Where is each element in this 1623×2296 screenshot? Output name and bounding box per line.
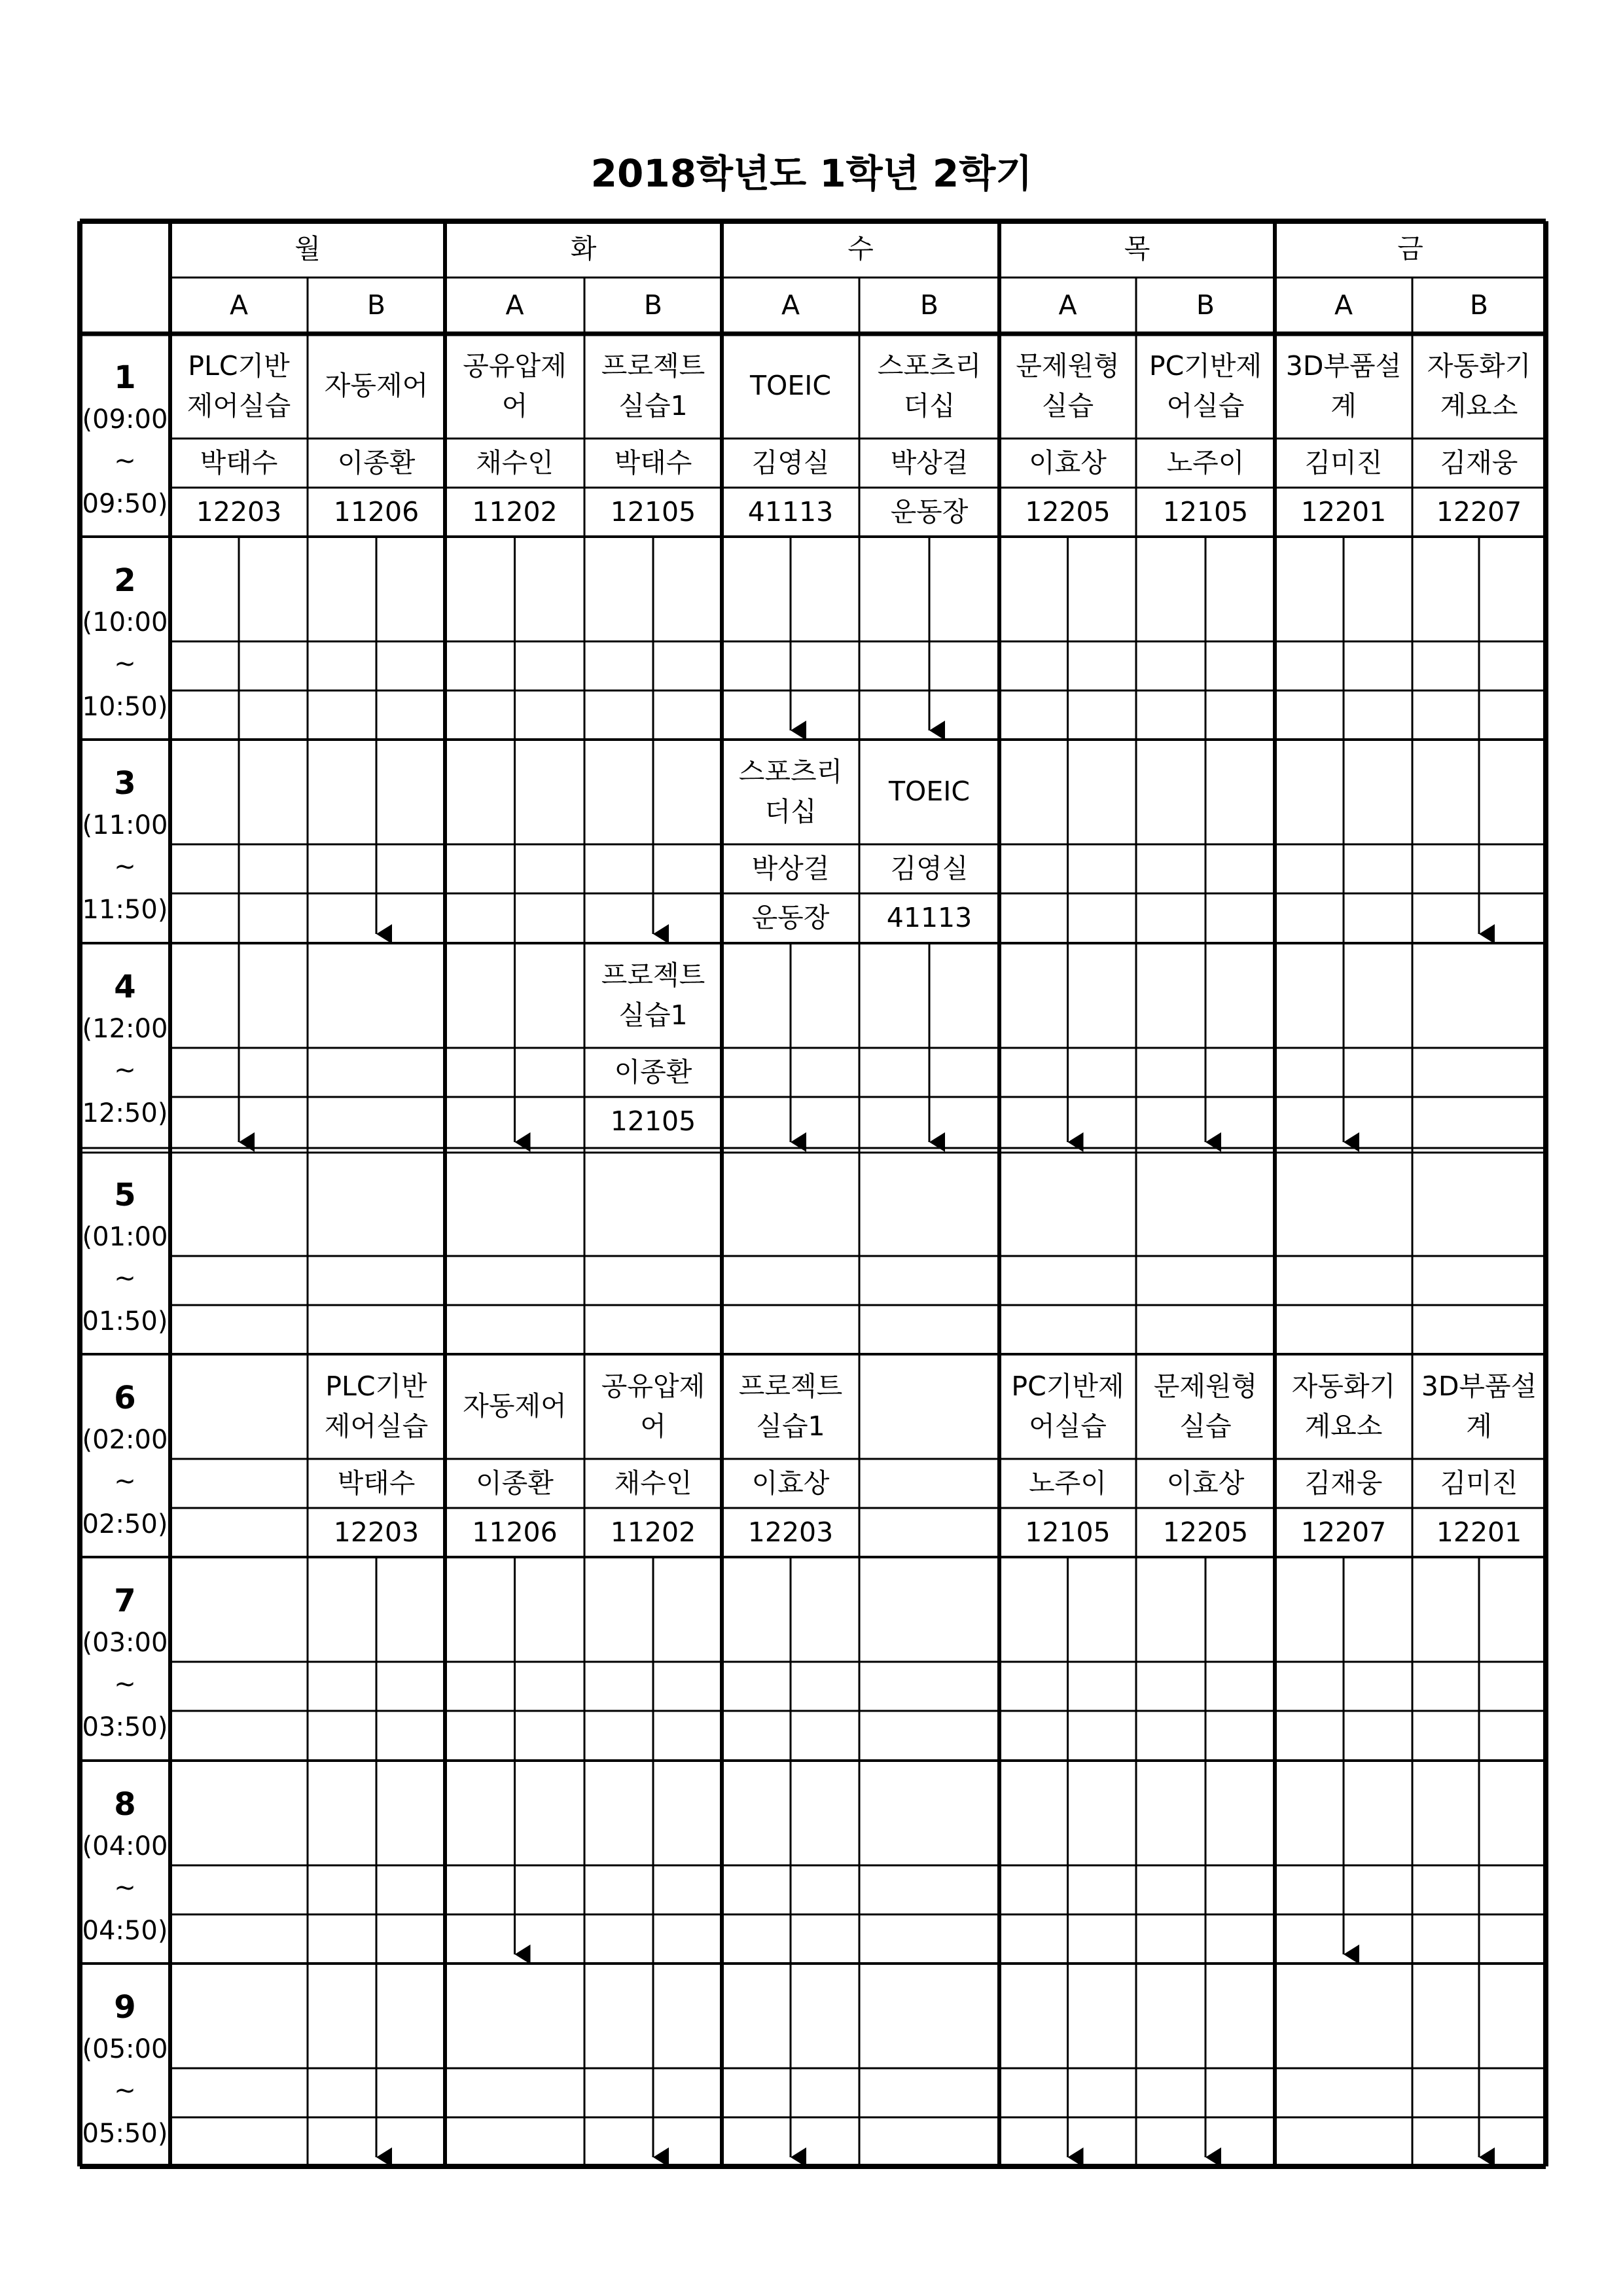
class-subject: PC기반제 어실습 [1149, 350, 1262, 422]
class-teacher: 노주이 [1029, 1467, 1107, 1499]
class-subject: 문제원형 실습 [1153, 1370, 1258, 1442]
class-teacher: 박상걸 [751, 852, 830, 884]
class-teacher: 이종환 [614, 1056, 692, 1088]
class-teacher: 김미진 [1304, 446, 1383, 478]
group-header: A [1058, 289, 1077, 321]
period-tilde: ~ [114, 649, 136, 679]
class-teacher: 김재웅 [1304, 1467, 1383, 1499]
class-teacher: 김재웅 [1440, 446, 1518, 478]
class-teacher: 이종환 [476, 1467, 554, 1499]
class-room: 운동장 [751, 901, 830, 933]
class-subject: 3D부품설 계 [1421, 1370, 1537, 1442]
day-header: 수 [847, 233, 874, 265]
group-header: A [781, 289, 800, 321]
period-start: (03:00 [82, 1628, 168, 1658]
period-number: 6 [114, 1380, 136, 1416]
period-tilde: ~ [114, 1055, 136, 1085]
class-subject: 프로젝트 실습1 [601, 350, 705, 422]
class-subject: 프로젝트 실습1 [601, 959, 705, 1031]
period-start: (01:00 [82, 1222, 168, 1252]
group-header: A [1334, 289, 1353, 321]
group-header: B [919, 289, 939, 321]
period-number: 4 [114, 969, 136, 1005]
class-teacher: 박상걸 [890, 446, 969, 478]
period-end: 12:50) [82, 1098, 168, 1128]
class-subject: 자동화기 계요소 [1427, 350, 1531, 422]
class-room: 12105 [610, 495, 696, 528]
period-end: 10:50) [82, 692, 168, 722]
period-end: 03:50) [82, 1712, 168, 1742]
class-teacher: 박태수 [200, 446, 278, 478]
day-header: 월 [294, 233, 321, 265]
class-subject: PLC기반 제어실습 [324, 1370, 429, 1442]
class-room: 12105 [610, 1105, 696, 1137]
class-room: 12205 [1025, 495, 1111, 528]
period-tilde: ~ [114, 446, 136, 476]
class-room: 운동장 [890, 495, 969, 528]
group-header: B [1469, 289, 1489, 321]
period-number: 7 [114, 1583, 136, 1619]
period-end: 01:50) [82, 1306, 168, 1336]
day-header: 금 [1397, 233, 1423, 265]
group-header: B [1196, 289, 1215, 321]
day-header: 화 [570, 233, 597, 265]
class-teacher: 이종환 [337, 446, 416, 478]
class-subject: TOEIC [889, 776, 970, 808]
class-teacher: 김미진 [1440, 1467, 1518, 1499]
class-teacher: 이효상 [1166, 1467, 1245, 1499]
class-room: 11202 [610, 1516, 696, 1548]
class-room: 12105 [1162, 495, 1249, 528]
class-subject: 문제원형 실습 [1016, 350, 1120, 422]
class-subject: 스포츠리 더십 [738, 755, 843, 827]
group-header: A [505, 289, 524, 321]
class-subject: 자동제어 [324, 370, 429, 402]
class-subject: PLC기반 제어실습 [187, 350, 291, 422]
period-end: 02:50) [82, 1509, 168, 1539]
class-room: 12203 [196, 495, 282, 528]
group-header: A [229, 289, 249, 321]
class-room: 12203 [747, 1516, 834, 1548]
class-subject: 공유압제 어 [601, 1370, 705, 1442]
class-room: 11206 [333, 495, 419, 528]
class-room: 12105 [1025, 1516, 1111, 1548]
period-tilde: ~ [114, 1263, 136, 1293]
class-room: 12207 [1436, 495, 1522, 528]
period-number: 3 [114, 765, 136, 802]
class-subject: 프로젝트 실습1 [738, 1370, 843, 1442]
class-room: 12207 [1300, 1516, 1387, 1548]
period-end: 11:50) [82, 895, 168, 925]
class-room: 41113 [886, 901, 972, 933]
period-start: (05:00 [82, 2034, 168, 2064]
group-header: B [366, 289, 386, 321]
class-teacher: 김영실 [751, 446, 830, 478]
period-start: (02:00 [82, 1425, 168, 1455]
class-subject: PC기반제 어실습 [1011, 1370, 1124, 1442]
period-number: 2 [114, 562, 136, 599]
period-end: 04:50) [82, 1916, 168, 1946]
class-room: 11202 [472, 495, 558, 528]
class-teacher: 채수인 [476, 446, 554, 478]
class-teacher: 박태수 [614, 446, 692, 478]
period-tilde: ~ [114, 1466, 136, 1496]
period-number: 5 [114, 1177, 136, 1213]
period-number: 8 [114, 1786, 136, 1823]
period-tilde: ~ [114, 852, 136, 882]
period-number: 9 [114, 1989, 136, 2026]
period-start: (10:00 [82, 607, 168, 637]
day-header: 목 [1124, 233, 1150, 265]
period-tilde: ~ [114, 2075, 136, 2106]
class-room: 12201 [1300, 495, 1387, 528]
class-room: 11206 [472, 1516, 558, 1548]
class-teacher: 박태수 [337, 1467, 416, 1499]
class-teacher: 이효상 [751, 1467, 830, 1499]
period-start: (04:00 [82, 1831, 168, 1861]
class-room: 41113 [747, 495, 834, 528]
class-room: 12205 [1162, 1516, 1249, 1548]
group-header: B [643, 289, 663, 321]
class-subject: 3D부품설 계 [1285, 350, 1402, 422]
class-subject: 자동화기 계요소 [1291, 1370, 1396, 1442]
class-subject: TOEIC [750, 370, 831, 402]
period-end: 05:50) [82, 2119, 168, 2149]
period-start: (09:00 [82, 404, 168, 435]
class-subject: 자동제어 [463, 1390, 567, 1422]
period-start: (12:00 [82, 1014, 168, 1044]
class-room: 12203 [333, 1516, 419, 1548]
page-title: 2018학년도 1학년 2학기 [590, 151, 1033, 196]
period-tilde: ~ [114, 1669, 136, 1699]
period-tilde: ~ [114, 1873, 136, 1903]
class-subject: 공유압제 어 [463, 350, 567, 422]
period-end: 09:50) [82, 489, 168, 519]
class-subject: 스포츠리 더십 [877, 350, 982, 422]
period-number: 1 [114, 359, 136, 396]
class-teacher: 이효상 [1029, 446, 1107, 478]
period-start: (11:00 [82, 810, 168, 840]
class-teacher: 김영실 [890, 852, 969, 884]
class-teacher: 채수인 [614, 1467, 692, 1499]
class-teacher: 노주이 [1166, 446, 1245, 478]
class-room: 12201 [1436, 1516, 1522, 1548]
